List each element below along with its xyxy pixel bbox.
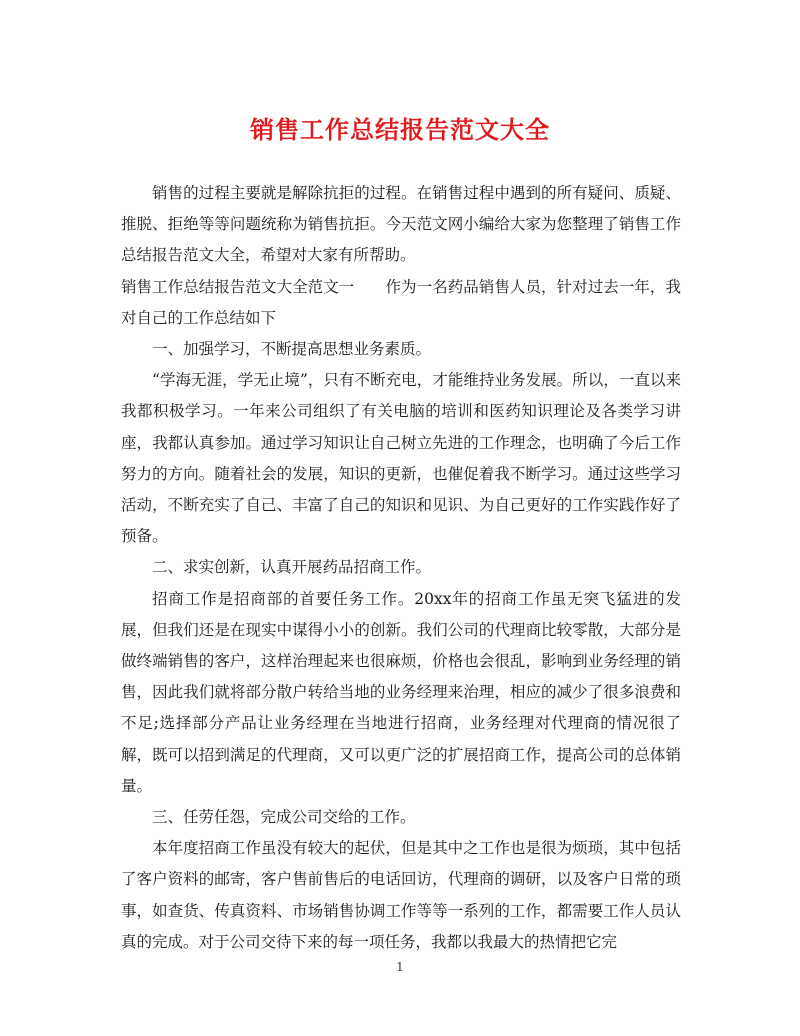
section-heading-paragraph: 销售工作总结报告范文大全范文一 作为一名药品销售人员，针对过去一年，我对自己的工作总结如下 — [121, 277, 681, 327]
diligence-paragraph: 本年度招商工作虽没有较大的起伏，但是其中之工作也是很为烦琐，其中包括了客户资料的邮寄，客户售前售后的电话回访，代理商的调研，以及客户日常的琐事，如查货、传真资料、市场销售协调工作等等一系列的工作，都需要工作人员认真的完成。对于公司交待下来的每一项任务，我都以我最大的热情把它完 — [121, 839, 681, 951]
heading-innovation: 二、求实创新，认真开展药品招商工作。 — [152, 558, 432, 577]
document-body — [121, 178, 681, 958]
heading-diligence: 三、任劳任怨，完成公司交给的工作。 — [152, 808, 416, 827]
intro-paragraph: 销售的过程主要就是解除抗拒的过程。在销售过程中遇到的所有疑问、质疑、推脱、拒绝等等问题统称为销售抗拒。今天范文网小编给大家为您整理了销售工作总结报告范文大全，希望对大家有所帮助。 — [121, 184, 681, 265]
page-number: 1 — [396, 960, 404, 974]
heading-study: 一、加强学习，不断提高思想业务素质。 — [152, 340, 432, 359]
document-title: 销售工作总结报告范文大全 — [250, 115, 550, 144]
study-paragraph: “学海无涯，学无止境”，只有不断充电，才能维持业务发展。所以，一直以来我都积极学习。一年来公司组织了有关电脑的培训和医药知识理论及各类学习讲座，我都认真参加。通过学习知识让自己树立先进的工作理念，也明确了今后工作努力的方向。随着社会的发展，知识的更新，也催促着我不断学习。通过这些学习活动，不断充实了自己、丰富了自己的知识和见识、为自己更好的工作实践作好了预备。 — [121, 371, 681, 546]
innovation-paragraph: 招商工作是招商部的首要任务工作。20xx年的招商工作虽无突飞猛进的发展，但我们还是在现实中谋得小小的创新。我们公司的代理商比较零散，大部分是做终端销售的客户，这样治理起来也很麻烦，价格也会很乱，影响到业务经理的销售，因此我们就将部分散户转给当地的业务经理来治理，相应的减少了很多浪费和不足;选择部分产品让业务经理在当地进行招商，业务经理对代理商的情况很了解，既可以招到满足的代理商，又可以更广泛的扩展招商工作，提高公司的总体销量。 — [121, 589, 681, 795]
